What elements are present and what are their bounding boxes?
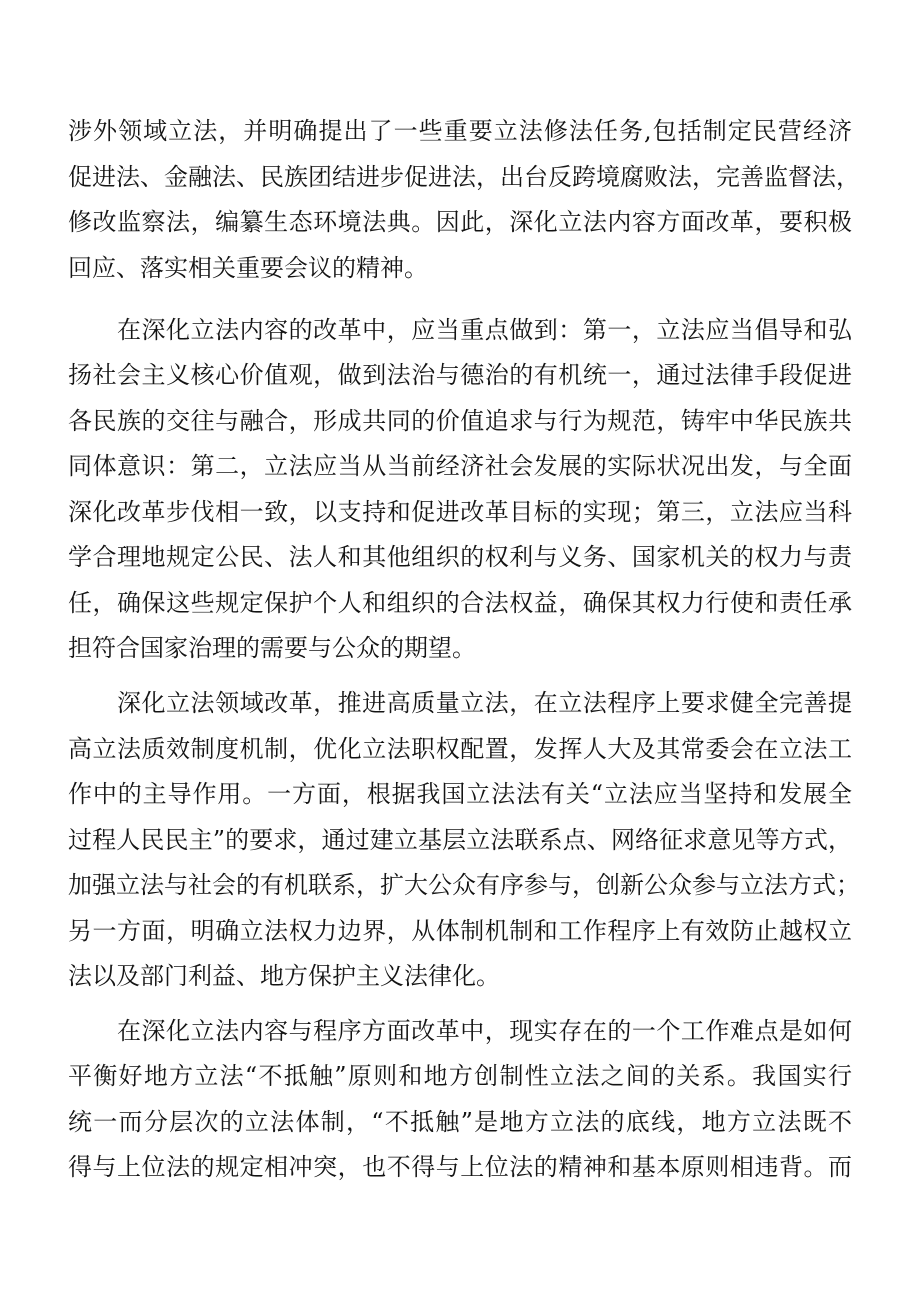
text-line: 另一方面，明确立法权力边界，从体制机制和工作程序上有效防止越权立 — [68, 917, 852, 945]
text-line: 学合理地规定公民、法人和其他组织的权利与义务、国家机关的权力与责 — [68, 543, 852, 571]
text-line: 平衡好地方立法“不抵触”原则和地方创制性立法之间的关系。我国实行 — [68, 1062, 852, 1090]
text-line: 过程人民民主”的要求，通过建立基层立法联系点、网络征求意见等方式， — [68, 826, 852, 854]
text-line: 修改监察法，编纂生态环境法典。因此，深化立法内容方面改革，要积极 — [68, 208, 852, 236]
text-line: 在深化立法内容与程序方面改革中，现实存在的一个工作难点是如何 — [117, 1017, 852, 1045]
text-line: 加强立法与社会的有机联系，扩大公众有序参与，创新公众参与立法方式； — [68, 871, 860, 899]
text-line: 在深化立法内容的改革中，应当重点做到：第一，立法应当倡导和弘 — [117, 316, 852, 344]
text-line: 深化改革步伐相一致，以支持和促进改革目标的实现；第三，立法应当科 — [68, 498, 852, 526]
text-line: 作中的主导作用。一方面，根据我国立法法有关“立法应当坚持和发展全 — [68, 780, 852, 808]
text-line: 担符合国家治理的需要与公众的期望。 — [68, 634, 476, 662]
text-line: 回应、落实相关重要会议的精神。 — [68, 254, 428, 282]
text-line: 统一而分层次的立法体制，“不抵触”是地方立法的底线，地方立法既不 — [68, 1108, 852, 1136]
text-line: 涉外领域立法，并明确提出了一些重要立法修法任务,包括制定民营经济 — [68, 117, 852, 145]
text-line: 法以及部门利益、地方保护主义法律化。 — [68, 962, 500, 990]
text-line: 任，确保这些规定保护个人和组织的合法权益，确保其权力行使和责任承 — [68, 589, 852, 617]
text-line: 同体意识：第二，立法应当从当前经济社会发展的实际状况出发，与全面 — [68, 452, 852, 480]
text-line: 扬社会主义核心价值观，做到法治与德治的有机统一，通过法律手段促进 — [68, 361, 852, 389]
text-line: 深化立法领域改革，推进高质量立法，在立法程序上要求健全完善提 — [117, 689, 852, 717]
text-line: 高立法质效制度机制，优化立法职权配置，发挥人大及其常委会在立法工 — [68, 735, 852, 763]
text-line: 得与上位法的规定相冲突，也不得与上位法的精神和基本原则相违背。而 — [68, 1153, 852, 1181]
text-line: 各民族的交往与融合，形成共同的价值追求与行为规范，铸牢中华民族共 — [68, 407, 852, 435]
text-line: 促进法、金融法、民族团结进步促进法，出台反跨境腐败法，完善监督法， — [68, 163, 860, 191]
